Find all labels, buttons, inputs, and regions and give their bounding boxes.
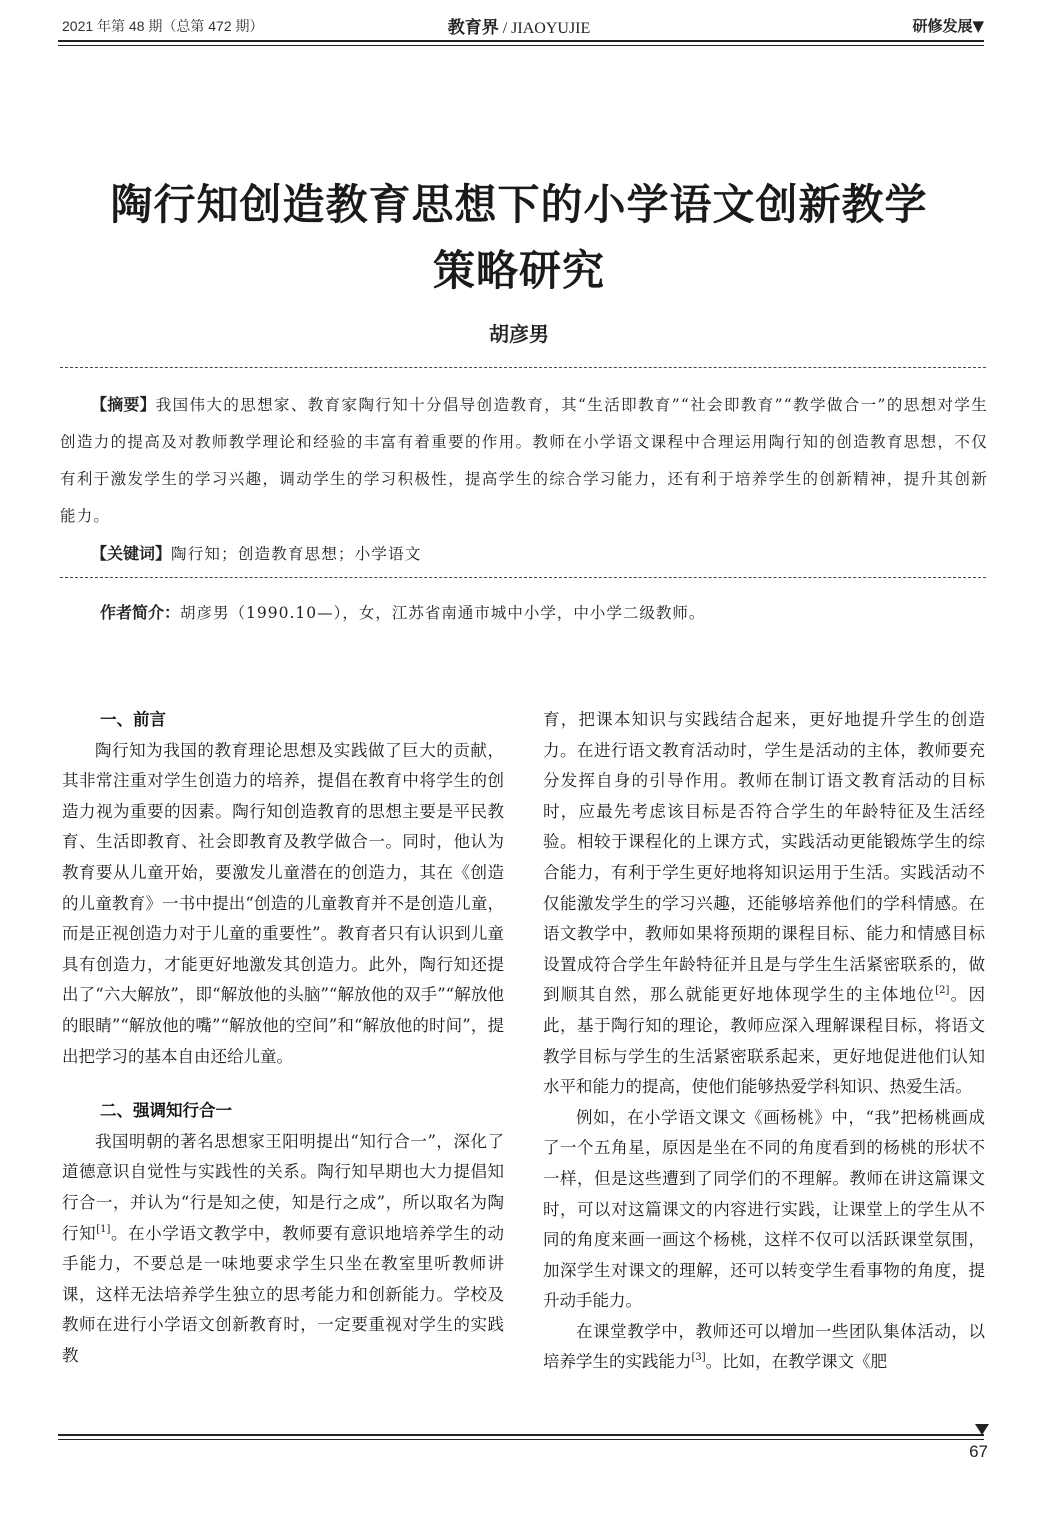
paragraph-1: 陶行知为我国的教育理论思想及实践做了巨大的贡献，其非常注重对学生创造力的培养，提倡在教育中将学生的创造力视为重要的因素。陶行知创造教育的思想主要是平民教育、生活即教育、社会即教育及教学做合一。同时，他认为教育要从儿童开始，要激发儿童潜在的创造力，其在《创造的儿童教育》一书中提出“创造的儿童教育并不是创造儿童，而是正视创造力对于儿童的重要性”。教育者只有认识到儿童具有创造力，才能更好地激发其创造力。此外，陶行知还提出了“六大解放”，即“解放他的头脑”“解放他的双手”“解放他的眼睛”“解放他的嘴”“解放他的空间”和“解放他的时间”，提出把学习的基本自由还给儿童。 [62, 740, 504, 1066]
author-bio [100, 600, 705, 623]
abstract-paragraph [60, 386, 988, 535]
footer-rule [58, 1434, 984, 1436]
paragraph-3-text-a: 育，把课本知识与实践结合起来，更好地提升学生的创造力。在进行语文教育活动时，学生是活动的主体，教师要充分发挥自身的引导作用。教师在制订语文教育活动的目标时，应最先考虑该目标是否符合学生的年龄特征及生活经验。相较于课程化的上课方式，实践活动更能锻炼学生的综合能力，有利于学生更好地将知识运用于生活。实践活动不仅能激发学生的学习兴趣，还能够培养他们的学科情感。在语文教学中，教师如果将预期的课程目标、能力和情感目标设置成符合学生年龄特征并且是与学生生活紧密联系的，做到顺其自然，那么就能更好地体现学生的主体地位 [543, 710, 985, 1005]
section-heading-1: 一、前言 [99, 710, 166, 729]
paragraph-2-text-a: 我国明朝的著名思想家王阳明提出“知行合一”，深化了道德意识自觉性与实践性的关系。陶行知早期也大力提倡知行合一，并认为“行是知之使，知是行之成”，所以取名为陶行知 [62, 1131, 504, 1243]
keywords-text: 陶行知；创造教育思想；小学语文 [171, 545, 422, 563]
keywords-paragraph [60, 535, 988, 573]
divider-top [60, 367, 986, 368]
citation-2: [2] [935, 985, 950, 997]
author-name: 胡彦男 [489, 322, 549, 346]
section-name: 研修发展▼ [912, 17, 984, 35]
bio-label: 作者简介： [100, 603, 181, 622]
citation-3: [3] [691, 1352, 706, 1364]
title-line-1: 陶行知创造教育思想下的小学语文创新教学 [110, 180, 928, 229]
footer-rule-thin [58, 1439, 984, 1440]
title-line-2: 策略研究 [432, 246, 605, 295]
paragraph-5-text-a: 在课堂教学中，教师还可以增加一些团队集体活动，以培养学生的实践能力 [543, 1321, 985, 1372]
paragraph-3-text-b: 。因此，基于陶行知的理论，教师应深入理解课程目标，将语文教学目标与学生的生活紧密联系起来，更好地促进他们认知水平和能力的提高，使他们能够热爱学科知识、热爱生活。 [543, 985, 986, 1097]
body-column-left [62, 705, 504, 1371]
keywords-label: 【关键词】 [91, 544, 172, 563]
abstract-label: 【摘要】 [91, 395, 156, 414]
paragraph-2 [62, 1127, 504, 1372]
paragraph-4: 例如，在小学语文课文《画杨桃》中，“我”把杨桃画成了一个五角星，原因是坐在不同的角度看到的杨桃的形状不一样，但是这些遭到了同学们的不理解。教师在讲这篇课文时，可以对这篇课文的内容进行实践，让课堂上的学生从不同的角度来画一画这个杨桃，这样不仅可以活跃课堂氛围，加深学生对课文的理解，还可以转变学生看事物的角度，提升动手能力。 [543, 1107, 985, 1311]
section-heading-2: 二、强调知行合一 [99, 1101, 232, 1121]
journal-name-en: / JIAOYUJIE [498, 20, 591, 37]
abstract-block [60, 386, 988, 573]
journal-name-cn: 教育界 [447, 18, 499, 38]
issue-info: 2021 年第 48 期（总第 472 期） [62, 18, 264, 34]
article-title [60, 172, 978, 304]
body-column-right [543, 705, 985, 1378]
paragraph-3 [543, 705, 985, 1103]
citation-1: [1] [96, 1223, 111, 1235]
bio-text: 胡彦男（1990.10—），女，江苏省南通市城中小学，中小学二级教师。 [180, 604, 706, 622]
journal-name [0, 13, 1038, 38]
page-number: 67 [969, 1442, 988, 1461]
divider-bottom [60, 577, 986, 578]
header-rule [58, 40, 984, 42]
header-rule-thin [58, 45, 984, 46]
paragraph-2-text-b: 。在小学语文教学中，教师要有意识地培养学生的动手能力，不要总是一味地要求学生只坐在教室里听教师讲课，这样无法培养学生独立的思考能力和创新能力。学校及教师在进行小学语文创新教育时，一定要重视对学生的实践教 [62, 1223, 505, 1365]
abstract-text: 我国伟大的思想家、教育家陶行知十分倡导创造教育，其“生活即教育”“社会即教育”“教学做合一”的思想对学生创造力的提高及对教师教学理论和经验的丰富有着重要的作用。教师在小学语文课程中合理运用陶行知的创造教育思想，不仅有利于激发学生的学习兴趣，调动学生的学习积极性，提高学生的综合学习能力，还有利于培养学生的创新精神，提升其创新能力。 [60, 396, 988, 525]
paragraph-5 [543, 1317, 985, 1378]
paragraph-5-text-b: 。比如，在教学课文《肥 [705, 1352, 888, 1372]
